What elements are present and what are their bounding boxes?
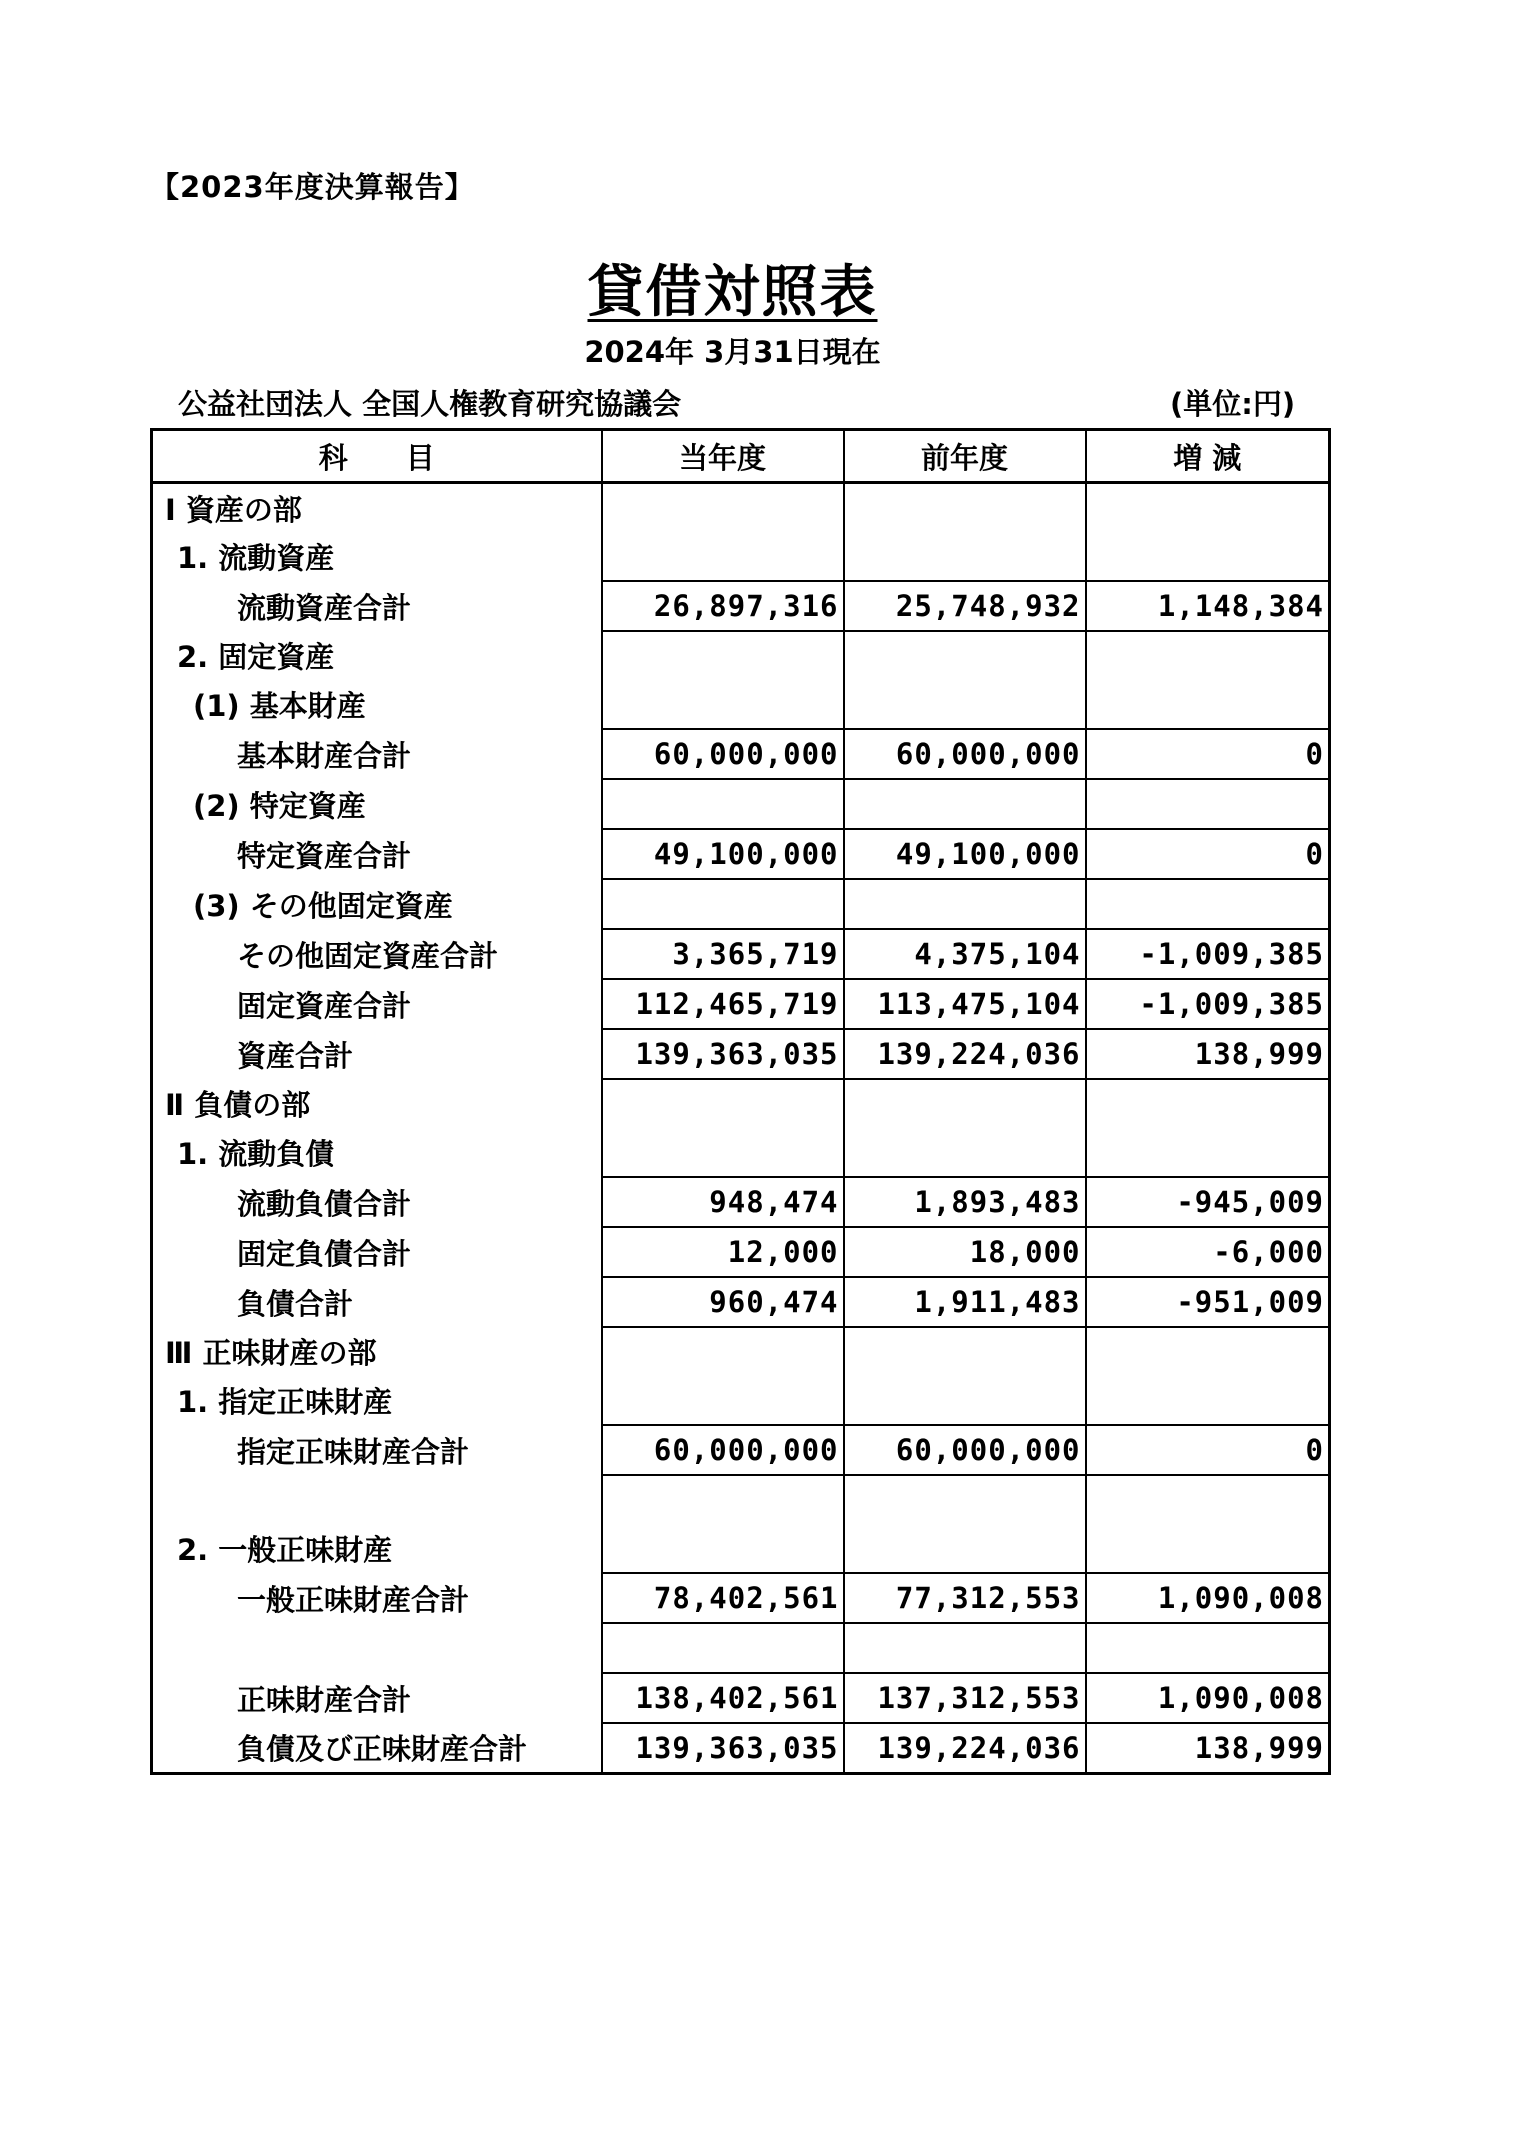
previous-year-value: 18,000 [844,1227,1086,1277]
current-year-value: 78,402,561 [602,1573,844,1623]
current-year-value [602,680,844,729]
table-row [152,631,1330,680]
table-row [152,929,1330,979]
current-year-value: 60,000,000 [602,729,844,779]
current-year-value [602,1524,844,1573]
previous-year-value [844,1079,1086,1128]
table-row [152,1475,1330,1524]
previous-year-value [844,879,1086,929]
table-row [152,1327,1330,1376]
change-value: 138,999 [1086,1723,1330,1774]
current-year-value: 139,363,035 [602,1029,844,1079]
previous-year-value [844,1475,1086,1524]
previous-year-value: 113,475,104 [844,979,1086,1029]
table-row [152,1425,1330,1475]
row-label: 資産合計 [152,1029,602,1079]
previous-year-value: 139,224,036 [844,1723,1086,1774]
as-of-date: 2024年 3月31日現在 [584,335,881,369]
current-year-value [602,1079,844,1128]
change-value [1086,1128,1330,1177]
header-previous-year: 前年度 [844,430,1086,483]
change-value [1086,779,1330,829]
change-value [1086,879,1330,929]
current-year-value: 139,363,035 [602,1723,844,1774]
change-value: 1,090,008 [1086,1673,1330,1723]
change-value: -1,009,385 [1086,929,1330,979]
table-row [152,1277,1330,1327]
previous-year-value: 49,100,000 [844,829,1086,879]
change-value: 0 [1086,729,1330,779]
table-row [152,1376,1330,1425]
change-value [1086,1376,1330,1425]
table-row [152,1723,1330,1774]
table-row [152,879,1330,929]
row-label: Ⅱ 負債の部 [152,1079,602,1128]
current-year-value [602,1128,844,1177]
row-label: 一般正味財産合計 [152,1573,602,1623]
change-value: -1,009,385 [1086,979,1330,1029]
current-year-value [602,1623,844,1673]
table-row [152,532,1330,581]
table-row [152,1524,1330,1573]
previous-year-value [844,532,1086,581]
previous-year-value: 1,911,483 [844,1277,1086,1327]
current-year-value: 26,897,316 [602,581,844,631]
header-current-year: 当年度 [602,430,844,483]
change-value: -951,009 [1086,1277,1330,1327]
current-year-value: 138,402,561 [602,1673,844,1723]
previous-year-value: 60,000,000 [844,1425,1086,1475]
row-label: 固定負債合計 [152,1227,602,1277]
current-year-value [602,879,844,929]
current-year-value [602,483,844,533]
row-label: 1. 流動負債 [152,1128,602,1177]
current-year-value [602,1327,844,1376]
table-row [152,1673,1330,1723]
page-title: 貸借対照表 [587,260,878,325]
row-label: 負債及び正味財産合計 [152,1723,602,1774]
current-year-value: 960,474 [602,1277,844,1327]
row-label: Ⅰ 資産の部 [152,483,602,533]
current-year-value: 112,465,719 [602,979,844,1029]
row-label: 2. 一般正味財産 [152,1524,602,1573]
row-label [152,1623,602,1673]
row-label: その他固定資産合計 [152,929,602,979]
change-value [1086,483,1330,533]
previous-year-value [844,1376,1086,1425]
report-label: 【2023年度決算報告】 [150,170,475,204]
previous-year-value [844,483,1086,533]
previous-year-value [844,631,1086,680]
row-label [152,1475,602,1524]
header-change: 増 減 [1086,430,1330,483]
change-value [1086,1524,1330,1573]
change-value [1086,532,1330,581]
change-value: 1,148,384 [1086,581,1330,631]
previous-year-value [844,1524,1086,1573]
row-label: 1. 指定正味財産 [152,1376,602,1425]
row-label: 流動負債合計 [152,1177,602,1227]
table-header-row [152,430,1330,483]
previous-year-value [844,1128,1086,1177]
previous-year-value [844,779,1086,829]
previous-year-value: 1,893,483 [844,1177,1086,1227]
previous-year-value: 139,224,036 [844,1029,1086,1079]
change-value: -945,009 [1086,1177,1330,1227]
unit-label: (単位:円) [1170,387,1296,421]
previous-year-value: 60,000,000 [844,729,1086,779]
current-year-value [602,1376,844,1425]
previous-year-value [844,680,1086,729]
previous-year-value [844,1327,1086,1376]
current-year-value: 60,000,000 [602,1425,844,1475]
change-value: 0 [1086,829,1330,879]
row-label: 特定資産合計 [152,829,602,879]
change-value [1086,1475,1330,1524]
row-label: 指定正味財産合計 [152,1425,602,1475]
current-year-value: 49,100,000 [602,829,844,879]
row-label: 基本財産合計 [152,729,602,779]
current-year-value [602,631,844,680]
table-row [152,1177,1330,1227]
table-row [152,1128,1330,1177]
table-row [152,1029,1330,1079]
change-value [1086,680,1330,729]
row-label: Ⅲ 正味財産の部 [152,1327,602,1376]
header-item: 科 目 [152,430,602,483]
row-label: 1. 流動資産 [152,532,602,581]
current-year-value: 948,474 [602,1177,844,1227]
change-value: 0 [1086,1425,1330,1475]
table-row [152,1623,1330,1673]
table-row [152,581,1330,631]
previous-year-value: 4,375,104 [844,929,1086,979]
previous-year-value [844,1623,1086,1673]
row-label: (3) その他固定資産 [152,879,602,929]
table-row [152,979,1330,1029]
current-year-value [602,779,844,829]
row-label: 流動資産合計 [152,581,602,631]
previous-year-value: 137,312,553 [844,1673,1086,1723]
table-row [152,680,1330,729]
table-row [152,829,1330,879]
row-label: 固定資産合計 [152,979,602,1029]
row-label: (1) 基本財産 [152,680,602,729]
table-row [152,1227,1330,1277]
table-row [152,779,1330,829]
change-value [1086,1327,1330,1376]
organization-name: 公益社団法人 全国人権教育研究協議会 [178,387,682,421]
current-year-value [602,1475,844,1524]
current-year-value: 3,365,719 [602,929,844,979]
previous-year-value: 77,312,553 [844,1573,1086,1623]
row-label: 正味財産合計 [152,1673,602,1723]
current-year-value [602,532,844,581]
table-row [152,1079,1330,1128]
table-row [152,483,1330,533]
table-row [152,1573,1330,1623]
current-year-value: 12,000 [602,1227,844,1277]
row-label: 2. 固定資産 [152,631,602,680]
change-value: -6,000 [1086,1227,1330,1277]
table-row [152,729,1330,779]
balance-sheet-table [150,428,1331,1775]
row-label: 負債合計 [152,1277,602,1327]
row-label: (2) 特定資産 [152,779,602,829]
change-value [1086,631,1330,680]
change-value [1086,1623,1330,1673]
change-value: 138,999 [1086,1029,1330,1079]
change-value: 1,090,008 [1086,1573,1330,1623]
previous-year-value: 25,748,932 [844,581,1086,631]
change-value [1086,1079,1330,1128]
